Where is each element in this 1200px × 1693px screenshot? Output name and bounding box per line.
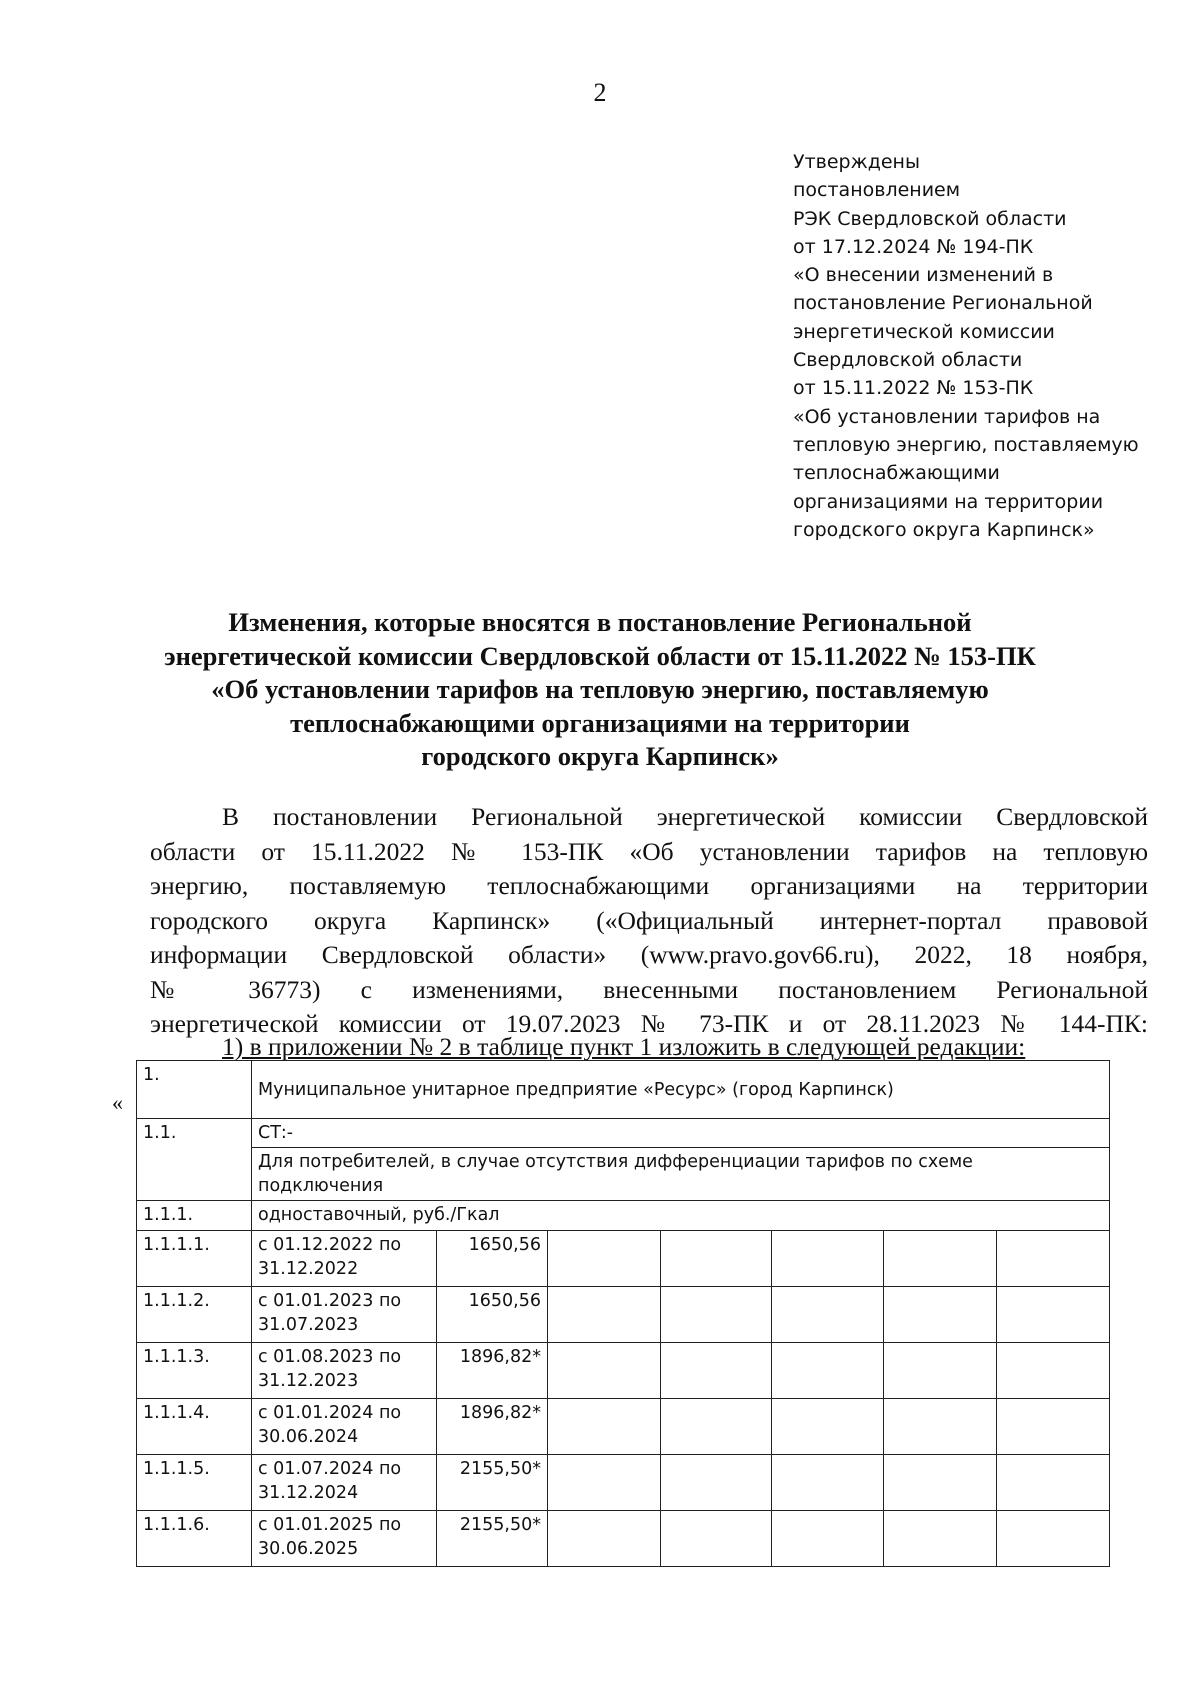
period-start: с 01.12.2022 по xyxy=(258,1235,402,1255)
tariff-table xyxy=(136,1060,1110,1567)
title-line: «Об установлении тарифов на тепловую энергию, поставляемую xyxy=(211,674,989,704)
empty-cell xyxy=(661,1343,772,1399)
period-end: 31.07.2023 xyxy=(258,1315,359,1335)
amendment-item-line: 1) в приложении № 2 в таблице пункт 1 изложить в следующей редакции: xyxy=(222,1032,1026,1061)
paragraph-line: энергетической комиссии от 19.07.2023 № 73-ПК и от 28.11.2023 № 144-ПК: xyxy=(150,1009,1148,1038)
period-cell xyxy=(252,1399,437,1455)
period-cell xyxy=(252,1511,437,1567)
row-number: 1.1.1.4. xyxy=(137,1399,252,1455)
row-number: 1.1.1. xyxy=(137,1201,252,1231)
period-end: 31.12.2022 xyxy=(258,1259,359,1279)
row-number: 1.1. xyxy=(137,1119,252,1201)
paragraph-line: информации Свердловской области» (www.pravo.gov66.ru), 2022, 18 ноября, xyxy=(150,940,1148,969)
consumer-category: Для потребителей, в случае отсутствия дифференциации тарифов по схеме подключения xyxy=(252,1148,1110,1201)
empty-cell xyxy=(884,1399,997,1455)
empty-cell xyxy=(997,1455,1110,1511)
empty-cell xyxy=(548,1231,661,1287)
approval-line: постановление Региональной xyxy=(793,292,1093,315)
empty-cell xyxy=(884,1511,997,1567)
row-number: 1.1.1.3. xyxy=(137,1343,252,1399)
empty-cell xyxy=(884,1455,997,1511)
row-number: 1.1.1.5. xyxy=(137,1455,252,1511)
title-line: городского округа Карпинск» xyxy=(421,741,779,771)
approval-line: энергетической комиссии xyxy=(793,320,1055,343)
empty-cell xyxy=(548,1399,661,1455)
row-number: 1.1.1.6. xyxy=(137,1511,252,1567)
period-start: с 01.01.2023 по xyxy=(258,1291,402,1311)
period-start: с 01.01.2025 по xyxy=(258,1515,402,1535)
empty-cell xyxy=(884,1287,997,1343)
empty-cell xyxy=(772,1287,884,1343)
empty-cell xyxy=(997,1231,1110,1287)
empty-cell xyxy=(661,1511,772,1567)
empty-cell xyxy=(997,1287,1110,1343)
approval-line: от 15.11.2022 № 153-ПК xyxy=(793,377,1034,400)
empty-cell xyxy=(548,1343,661,1399)
paragraph-line: городского округа Карпинск» («Официальный интернет-портал правовой xyxy=(150,905,1148,935)
tariff-value: 1896,82* xyxy=(437,1399,548,1455)
empty-cell xyxy=(661,1455,772,1511)
period-cell xyxy=(252,1343,437,1399)
period-start: с 01.07.2024 по xyxy=(258,1459,402,1479)
period-end: 31.12.2024 xyxy=(258,1483,359,1503)
approval-line: постановлением xyxy=(793,179,961,202)
empty-cell xyxy=(548,1455,661,1511)
period-end: 31.12.2023 xyxy=(258,1371,359,1391)
empty-cell xyxy=(548,1511,661,1567)
empty-cell xyxy=(772,1455,884,1511)
empty-cell xyxy=(548,1287,661,1343)
empty-cell xyxy=(884,1231,997,1287)
page-number: 2 xyxy=(593,78,607,107)
paragraph-line: области от 15.11.2022 № 153-ПК «Об установлении тарифов на тепловую xyxy=(150,836,1148,866)
table-row xyxy=(137,1231,1110,1287)
table-row xyxy=(137,1119,1110,1148)
row-number: 1. xyxy=(137,1061,252,1119)
tariff-value: 1650,56 xyxy=(437,1231,548,1287)
title-line: Изменения, которые вносятся в постановление Региональной xyxy=(228,607,972,637)
tariff-system: СТ:- xyxy=(252,1119,1110,1148)
empty-cell xyxy=(997,1511,1110,1567)
body-paragraph xyxy=(150,800,1148,1042)
row-number: 1.1.1.1. xyxy=(137,1231,252,1287)
period-end: 30.06.2024 xyxy=(258,1427,359,1447)
approval-line: «О внесении изменений в xyxy=(793,264,1054,287)
approval-line: РЭК Свердловской области xyxy=(793,207,1067,230)
title-line: теплоснабжающими организациями на территории xyxy=(290,707,910,738)
paragraph-line: № 36773) с изменениями, внесенными постановлением Региональной xyxy=(150,974,1148,1004)
document-title xyxy=(60,606,1140,774)
empty-cell xyxy=(772,1231,884,1287)
period-cell xyxy=(252,1287,437,1343)
empty-cell xyxy=(661,1287,772,1343)
period-end: 30.06.2025 xyxy=(258,1539,359,1559)
table-row xyxy=(137,1201,1110,1231)
approval-line: от 17.12.2024 № 194-ПК xyxy=(793,235,1034,258)
empty-cell xyxy=(997,1343,1110,1399)
empty-cell xyxy=(772,1511,884,1567)
period-start: с 01.01.2024 по xyxy=(258,1403,402,1423)
title-line: энергетической комиссии Свердловской области от 15.11.2022 № 153-ПК xyxy=(164,640,1036,671)
tariff-value: 2155,50* xyxy=(437,1511,548,1567)
empty-cell xyxy=(884,1343,997,1399)
period-cell xyxy=(252,1231,437,1287)
approval-line: Свердловской области xyxy=(793,349,1023,372)
table-row xyxy=(137,1399,1110,1455)
opening-quote-mark: « xyxy=(112,1090,123,1115)
approval-line: теплоснабжающими xyxy=(793,462,1000,485)
period-cell xyxy=(252,1455,437,1511)
tariff-value: 2155,50* xyxy=(437,1455,548,1511)
empty-cell xyxy=(772,1343,884,1399)
approval-block xyxy=(793,148,1183,544)
approval-line: тепловую энергию, поставляемую xyxy=(793,433,1139,456)
period-start: с 01.08.2023 по xyxy=(258,1347,402,1367)
empty-cell xyxy=(997,1399,1110,1455)
empty-cell xyxy=(772,1399,884,1455)
empty-cell xyxy=(661,1231,772,1287)
organization-name: Муниципальное унитарное предприятие «Ресурс» (город Карпинск) xyxy=(252,1061,1110,1119)
approval-line: «Об установлении тарифов на xyxy=(793,405,1101,428)
approval-line: городского округа Карпинск» xyxy=(793,518,1095,541)
empty-cell xyxy=(661,1399,772,1455)
table-row xyxy=(137,1343,1110,1399)
tariff-value: 1896,82* xyxy=(437,1343,548,1399)
table-row xyxy=(137,1455,1110,1511)
table-row xyxy=(137,1287,1110,1343)
paragraph-line: энергию, поставляемую теплоснабжающими организациями на территории xyxy=(150,871,1148,900)
table-row xyxy=(137,1148,1110,1201)
row-number: 1.1.1.2. xyxy=(137,1287,252,1343)
tariff-type: одноставочный, руб./Гкал xyxy=(252,1201,1110,1231)
approval-line: организациями на территории xyxy=(793,490,1104,513)
paragraph-line: В постановлении Региональной энергетической комиссии Свердловской xyxy=(222,802,1148,831)
tariff-value: 1650,56 xyxy=(437,1287,548,1343)
table-row xyxy=(137,1511,1110,1567)
table-row xyxy=(137,1061,1110,1119)
approval-line: Утверждены xyxy=(793,151,920,173)
